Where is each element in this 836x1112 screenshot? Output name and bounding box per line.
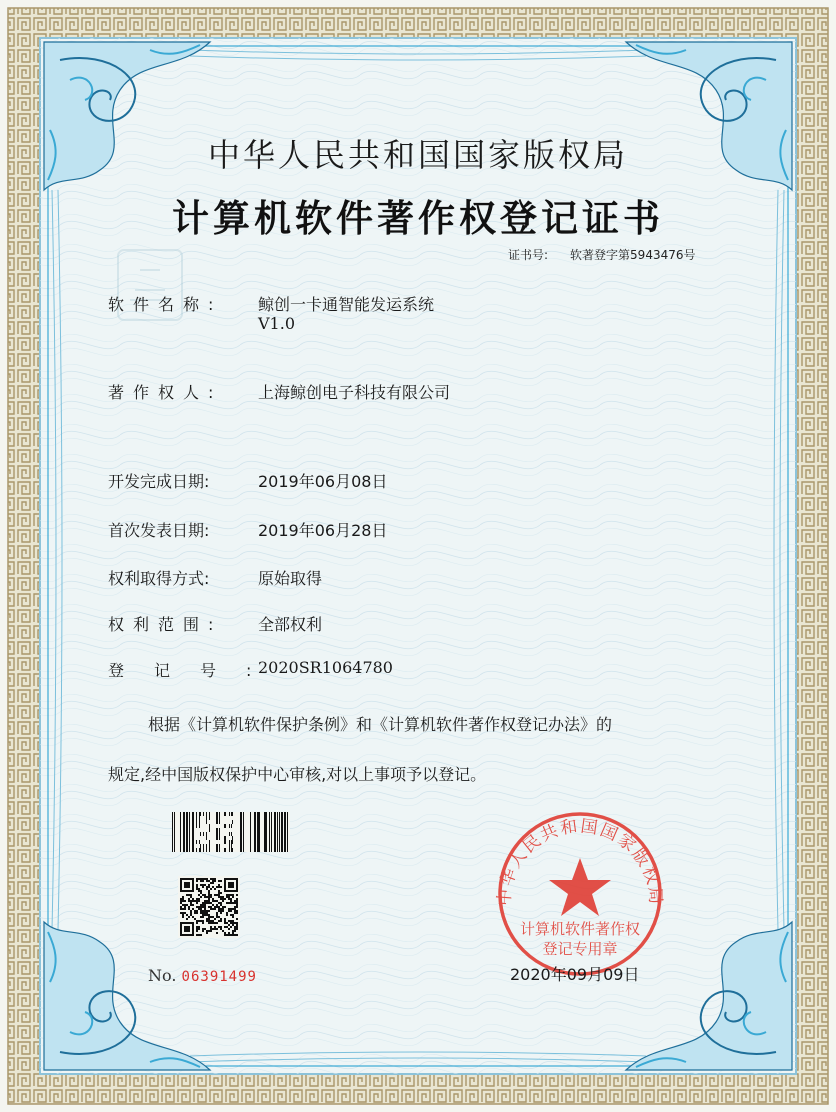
software-name-label: 软件名称: <box>108 295 223 314</box>
first-publish-label: 首次发表日期: <box>108 521 210 540</box>
certificate-number <box>508 246 696 263</box>
owner-label: 著作权人: <box>108 383 223 402</box>
first-publish-value: 2019年06月28日 <box>258 521 388 540</box>
official-seal <box>488 806 672 976</box>
agency-title: 中华人民共和国国家版权局 <box>207 136 628 174</box>
certificate-number-value: 软著登字第5943476号 <box>570 248 696 262</box>
dev-complete-label: 开发完成日期: <box>108 472 210 491</box>
reg-no-value: 2020SR1064780 <box>258 658 393 677</box>
software-version: V1.0 <box>258 314 295 333</box>
certificate-number-label: 证书号: <box>508 248 549 262</box>
acquire-method-label: 权利取得方式: <box>108 569 210 588</box>
statement-line-2: 规定,经中国版权保护中心审核,对以上事项予以登记。 <box>108 765 487 784</box>
software-name-value: 鲸创一卡通智能发运系统 <box>258 295 435 314</box>
serial-prefix: No. <box>148 966 177 985</box>
statement-line-1: 根据《计算机软件保护条例》和《计算机软件著作权登记办法》的 <box>148 715 613 734</box>
owner-value: 上海鲸创电子科技有限公司 <box>258 383 451 402</box>
rights-scope-label: 权利范围: <box>108 615 223 634</box>
acquire-method-value: 原始取得 <box>258 569 323 588</box>
barcode <box>172 812 290 852</box>
rights-scope-value: 全部权利 <box>258 615 323 634</box>
seal-outer-text: 中华人民共和国国家版权局 <box>494 816 666 907</box>
qr-code <box>178 876 240 938</box>
seal-line-2: 登记专用章 <box>542 940 618 958</box>
seal-star <box>549 858 611 916</box>
seal-line-1: 计算机软件著作权 <box>519 920 641 938</box>
serial-line <box>148 966 257 985</box>
issue-date: 2020年09月09日 <box>510 965 640 984</box>
serial-number: 06391499 <box>181 969 257 985</box>
certificate-title: 计算机软件著作权登记证书 <box>172 197 664 240</box>
dev-complete-value: 2019年06月08日 <box>258 472 388 491</box>
reg-no-label: 登记号: <box>108 661 282 680</box>
